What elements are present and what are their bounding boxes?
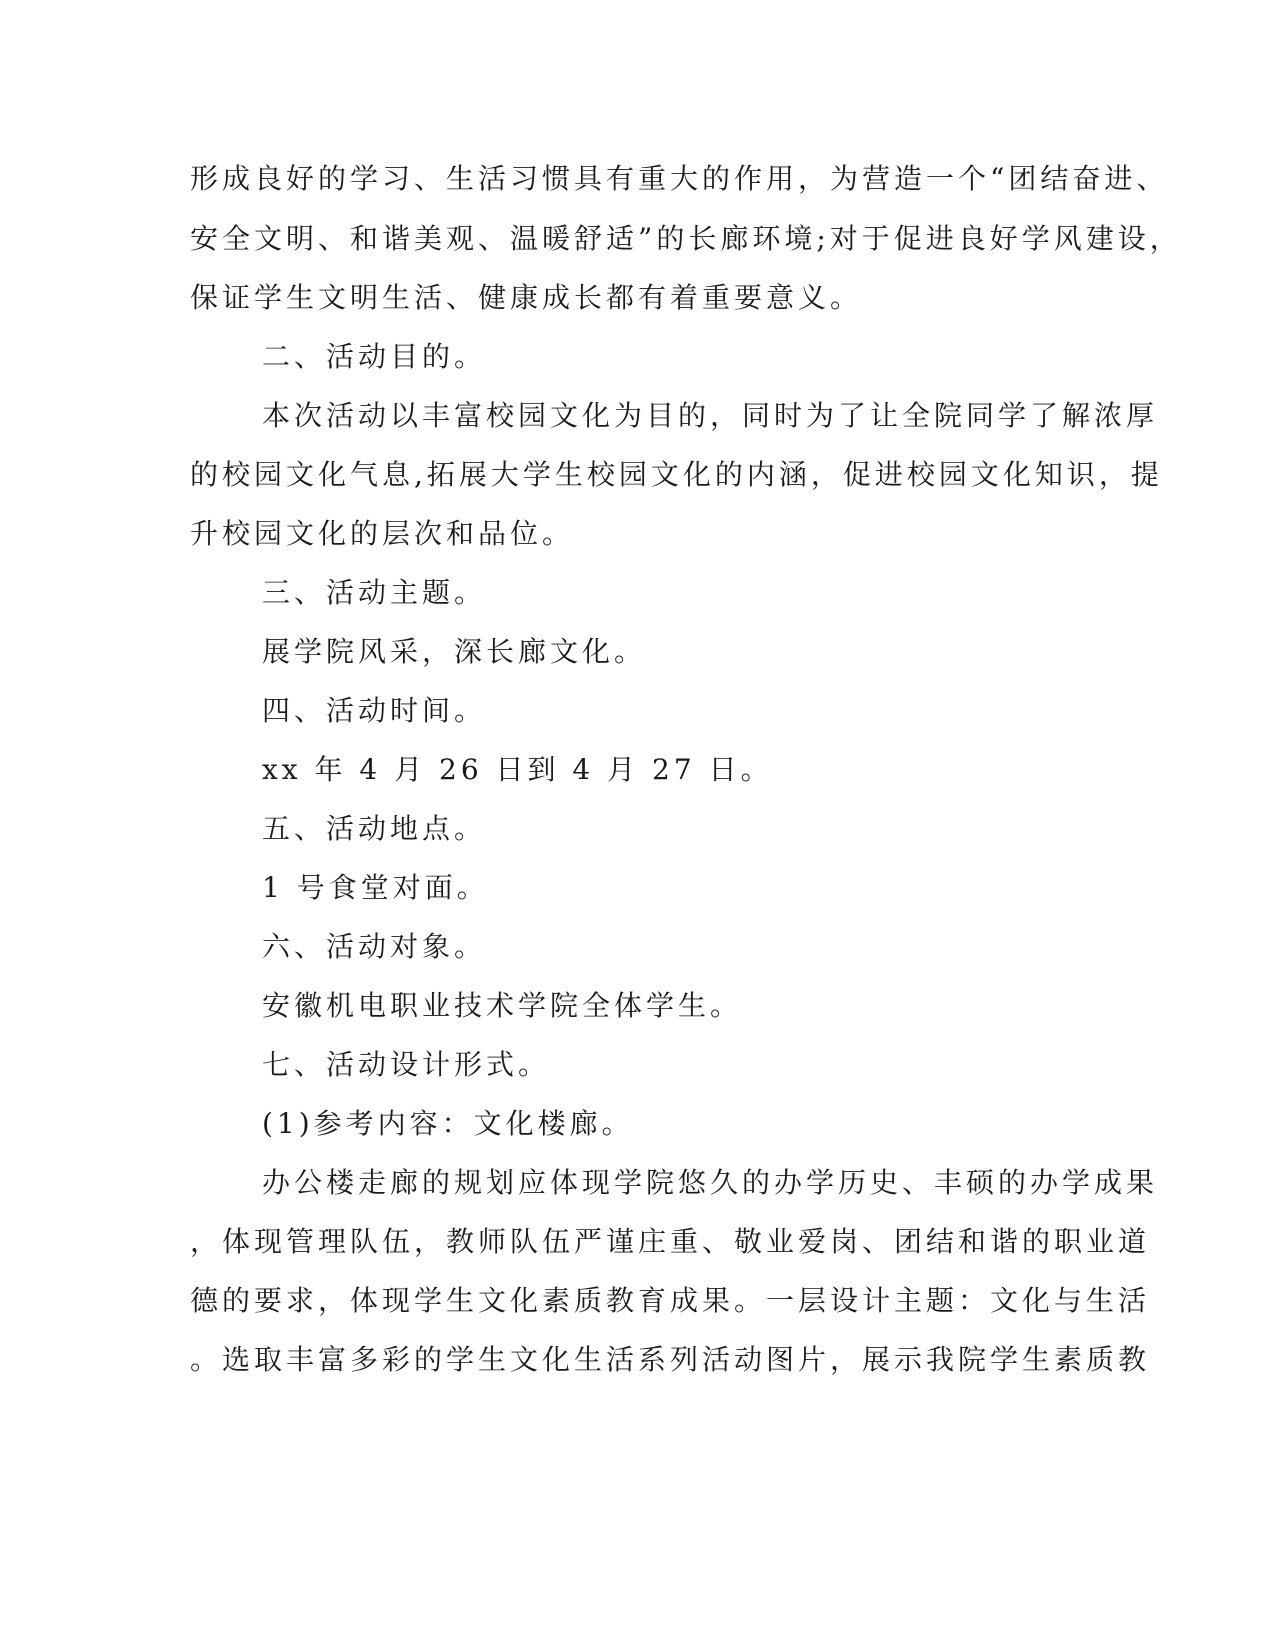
sub-heading: (1)参考内容：文化楼廊。 [262, 1107, 634, 1140]
body-text-line: ，体现管理队伍，教师队伍严谨庄重、敬业爱岗、团结和谐的职业道 [190, 1225, 1151, 1258]
body-text-line: 1 号食堂对面。 [262, 871, 489, 904]
section-heading: 五、活动地点。 [262, 812, 487, 845]
section-heading: 七、活动设计形式。 [262, 1048, 551, 1081]
section-heading: 四、活动时间。 [262, 694, 487, 727]
section-heading: 二、活动目的。 [262, 340, 487, 373]
section-heading: 六、活动对象。 [262, 930, 487, 963]
body-text-line: 办公楼走廊的规划应体现学院悠久的办学历史、丰硕的办学成果 [262, 1166, 1159, 1199]
body-text-line: 安全文明、和谐美观、温暖舒适”的长廊环境;对于促进良好学风建设， [190, 222, 1182, 255]
body-text-line: 。选取丰富多彩的学生文化生活系列活动图片，展示我院学生素质教 [190, 1343, 1151, 1376]
body-text-line: 形成良好的学习、生活习惯具有重大的作用，为营造一个“团结奋进、 [190, 162, 1169, 195]
body-text-line: 本次活动以丰富校园文化为目的，同时为了让全院同学了解浓厚 [262, 399, 1159, 432]
body-text-line: 的校园文化气息,拓展大学生校园文化的内涵，促进校园文化知识，提 [190, 458, 1163, 491]
body-text-line: xx 年 4 月 26 日到 4 月 27 日。 [262, 753, 773, 786]
body-text-line: 德的要求，体现学生文化素质教育成果。一层设计主题：文化与生活 [190, 1284, 1151, 1317]
body-text-line: 保证学生文明生活、健康成长都有着重要意义。 [190, 281, 863, 314]
body-text-line: 升校园文化的层次和品位。 [190, 517, 575, 550]
body-text-line: 安徽机电职业技术学院全体学生。 [262, 989, 743, 1022]
section-heading: 三、活动主题。 [262, 576, 487, 609]
body-text-line: 展学院风采，深长廊文化。 [262, 635, 647, 668]
